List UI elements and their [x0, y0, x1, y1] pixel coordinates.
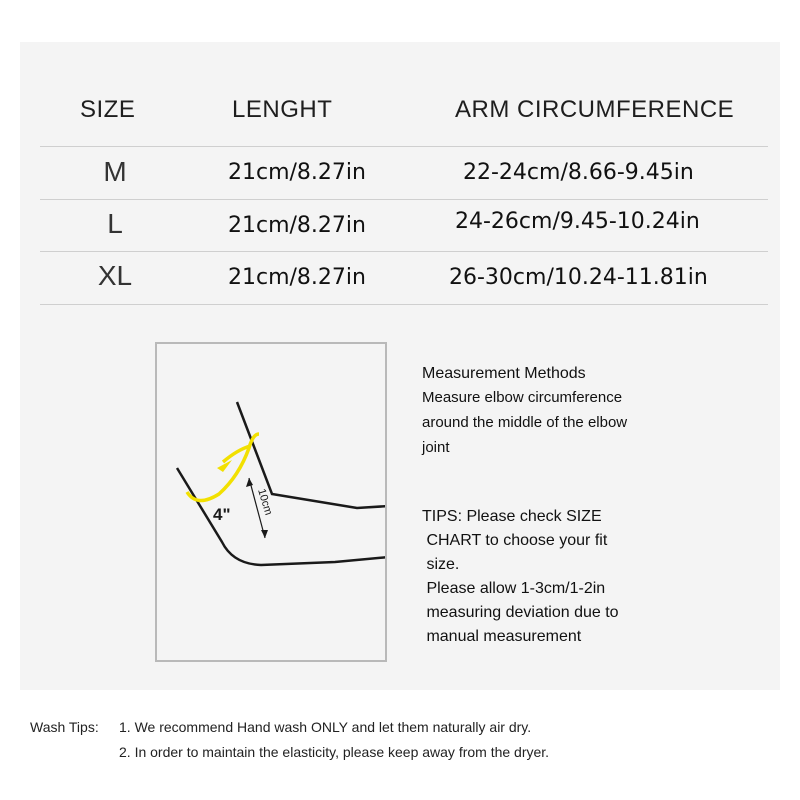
header-circumference: ARM CIRCUMFERENCE: [455, 96, 735, 123]
tips-line: CHART to choose your fit: [422, 532, 608, 549]
header-size: SIZE: [80, 96, 136, 123]
measurement-line: joint: [422, 439, 450, 456]
circumference-cell: 22-24cm/8.66-9.45in: [463, 160, 694, 185]
elbow-diagram: [155, 342, 387, 662]
circumference-cell: 26-30cm/10.24-11.81in: [449, 265, 708, 290]
circumference-cell: 24-26cm/9.45-10.24in: [455, 209, 700, 234]
size-cell: XL: [97, 260, 133, 291]
size-cell: L: [107, 208, 123, 239]
arm-outline-bottom: [177, 468, 385, 565]
measurement-line: around the middle of the elbow: [422, 414, 628, 431]
table-divider: [40, 146, 768, 147]
length-cell: 21cm/8.27in: [228, 213, 366, 238]
arrow-head-icon: [261, 530, 268, 538]
tips-line: Please allow 1-3cm/1-2in: [422, 580, 606, 597]
arrow-head-icon: [246, 478, 253, 487]
table-divider: [40, 304, 768, 305]
wash-tips-label: Wash Tips:: [30, 719, 99, 735]
size-cell: M: [103, 156, 127, 187]
elbow-illustration: [157, 344, 385, 660]
tips-line: manual measurement: [422, 628, 582, 645]
measurement-line: Measure elbow circumference: [422, 389, 623, 406]
measurement-title: Measurement Methods: [422, 365, 586, 382]
tips-line: measuring deviation due to: [422, 604, 619, 621]
length-cell: 21cm/8.27in: [228, 265, 366, 290]
length-cm-label: 10cm: [255, 487, 275, 517]
length-inch-label: 4": [213, 505, 231, 524]
length-cell: 21cm/8.27in: [228, 160, 366, 185]
wash-tip-item: 1. We recommend Hand wash ONLY and let them naturally air dry.: [119, 719, 532, 735]
table-divider: [40, 199, 768, 200]
tips-line: TIPS: Please check SIZE: [422, 508, 602, 525]
size-chart-card: [20, 42, 780, 690]
table-divider: [40, 251, 768, 252]
header-length: LENGHT: [232, 96, 333, 123]
wash-tip-item: 2. In order to maintain the elasticity, please keep away from the dryer.: [119, 744, 550, 760]
tips-line: size.: [422, 556, 460, 573]
